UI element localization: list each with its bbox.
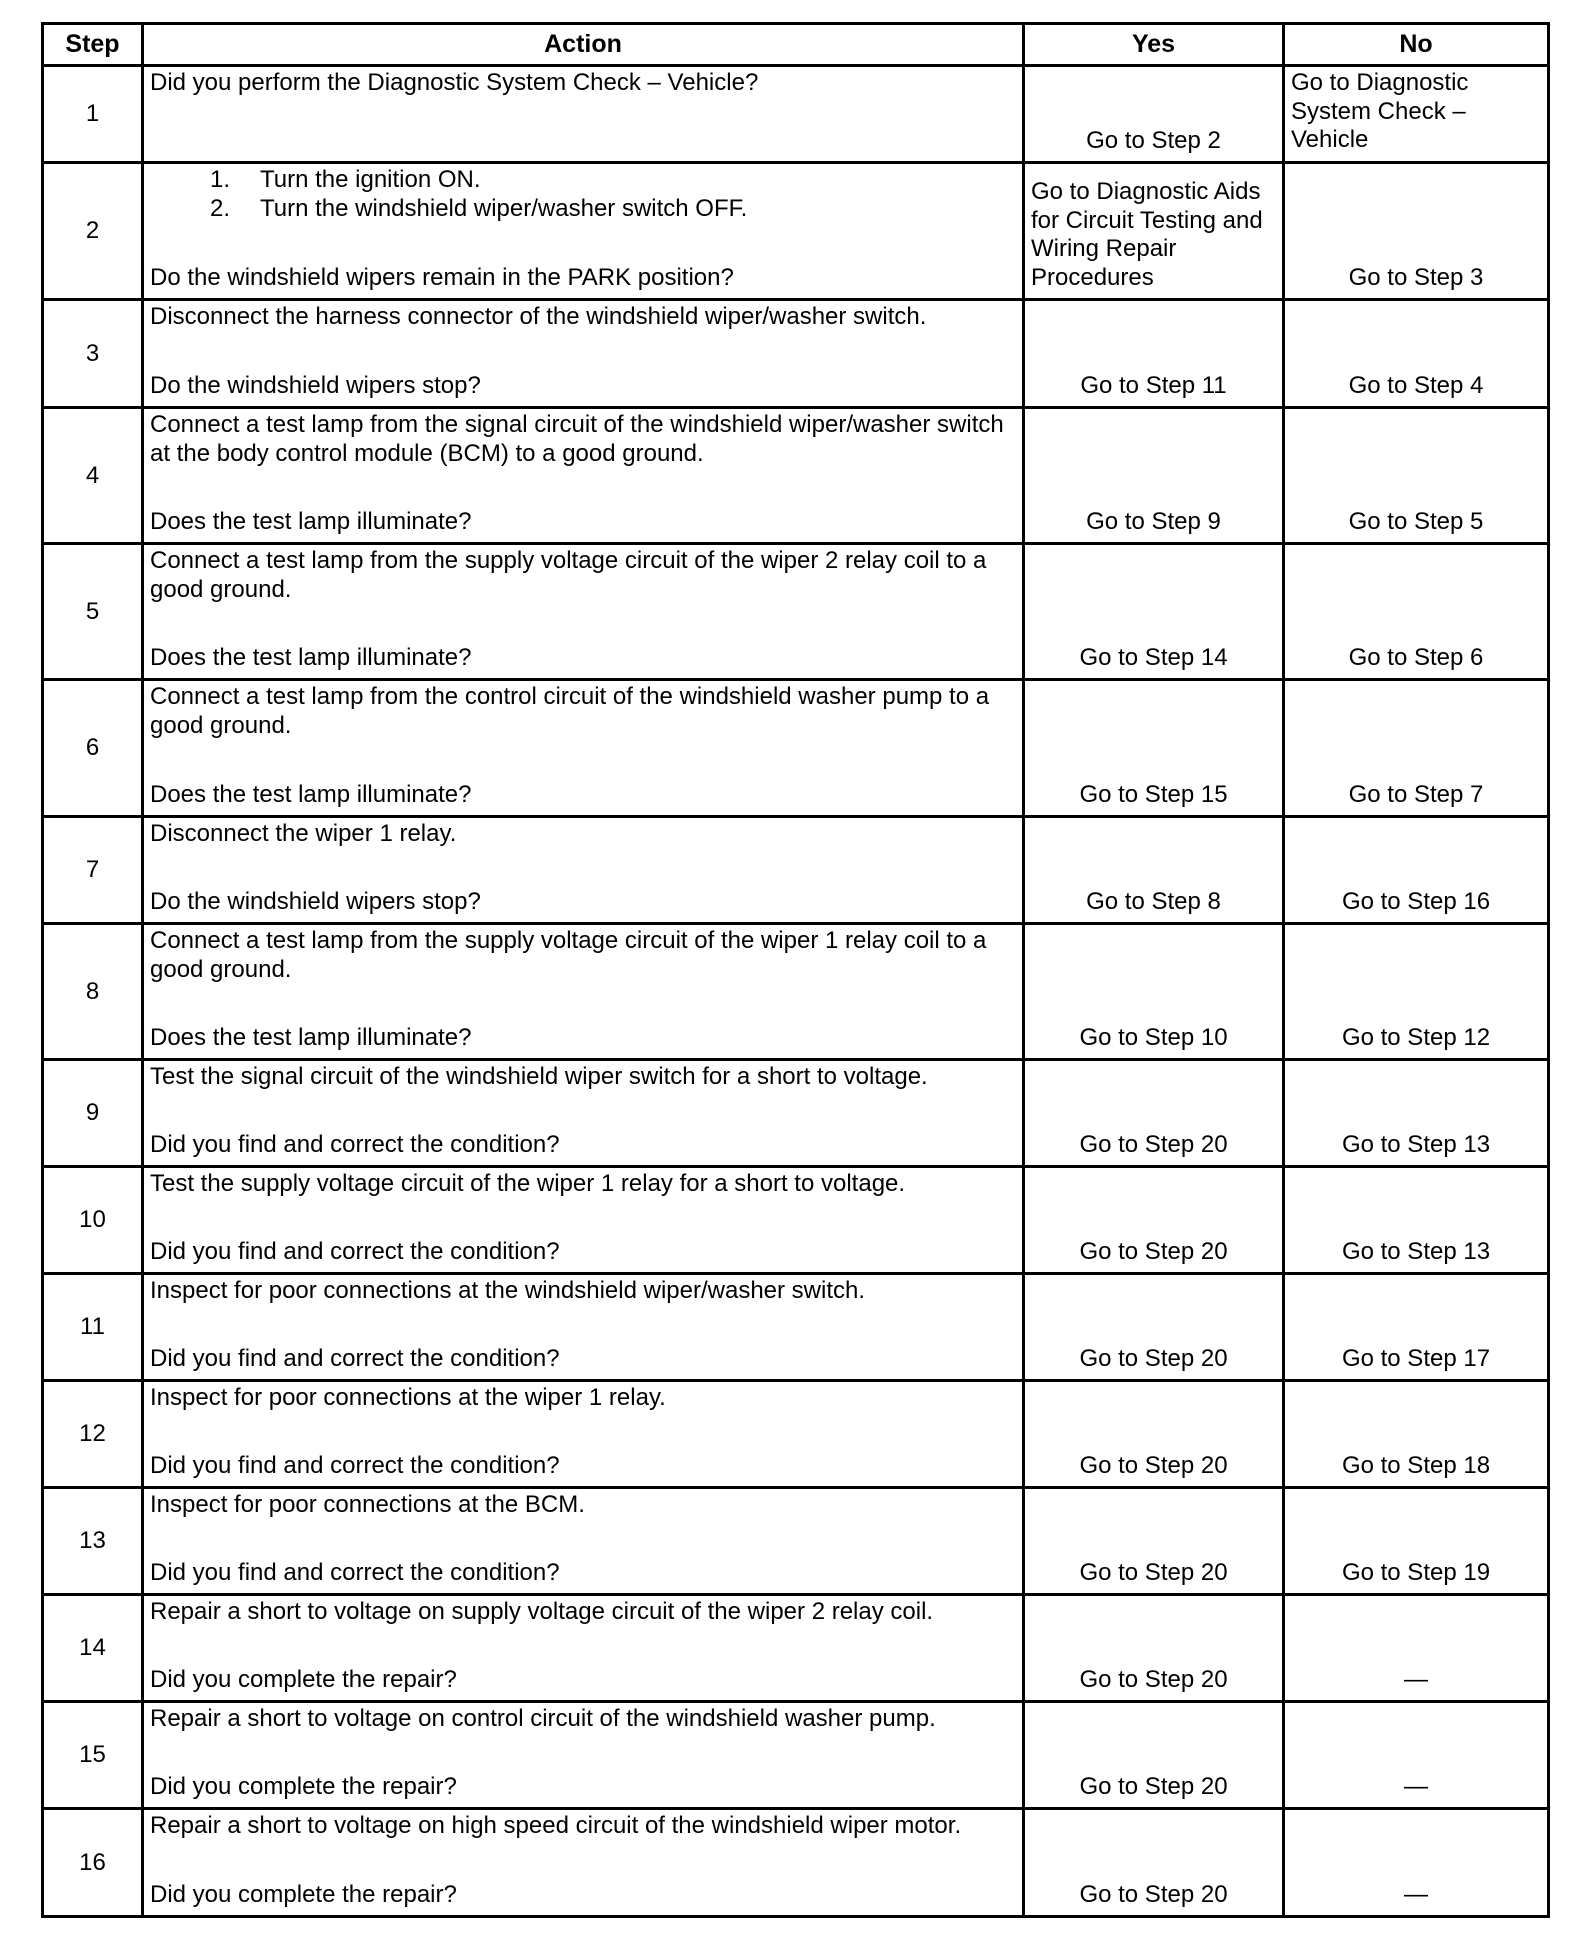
yes-cell: Go to Step 2 <box>1024 66 1284 163</box>
action-cell <box>143 924 1024 1060</box>
header-no: No <box>1284 24 1549 66</box>
table-row <box>43 680 1549 817</box>
yes-cell: Go to Step 20 <box>1024 1809 1284 1917</box>
action-question: Did you complete the repair? <box>150 1772 457 1800</box>
yes-cell: Go to Diagnostic Aids for Circuit Testing and Wiring Repair Procedures <box>1024 163 1284 300</box>
table-row <box>43 817 1549 924</box>
action-question: Did you complete the repair? <box>150 1665 457 1693</box>
action-text: Repair a short to voltage on high speed circuit of the windshield wiper motor. <box>150 1812 962 1839</box>
table-row <box>43 163 1549 300</box>
action-cell <box>143 1488 1024 1595</box>
action-question: Did you find and correct the condition? <box>150 1237 560 1265</box>
no-cell: Go to Step 5 <box>1284 408 1549 544</box>
step-number: 13 <box>43 1488 143 1595</box>
diagnostic-table <box>41 22 1550 1918</box>
table-row <box>43 1060 1549 1167</box>
table-row <box>43 1488 1549 1595</box>
no-cell: — <box>1284 1595 1549 1702</box>
no-cell: Go to Step 16 <box>1284 817 1549 924</box>
action-text: Connect a test lamp from the signal circuit of the windshield wiper/washer switch at the body control module (BCM) to a good ground. <box>150 411 1004 467</box>
action-question: Do the windshield wipers stop? <box>150 371 481 399</box>
no-cell: Go to Step 13 <box>1284 1167 1549 1274</box>
action-text: Connect a test lamp from the supply voltage circuit of the wiper 1 relay coil to a good ground. <box>150 927 987 983</box>
header-yes: Yes <box>1024 24 1284 66</box>
table-row <box>43 408 1549 544</box>
action-cell <box>143 1809 1024 1917</box>
action-text: Repair a short to voltage on control circuit of the windshield washer pump. <box>150 1705 936 1732</box>
yes-cell: Go to Step 20 <box>1024 1167 1284 1274</box>
action-cell <box>143 680 1024 817</box>
action-cell <box>143 408 1024 544</box>
action-cell <box>143 1381 1024 1488</box>
table-row <box>43 1702 1549 1809</box>
header-row <box>43 24 1549 66</box>
no-cell: Go to Step 13 <box>1284 1060 1549 1167</box>
table-row <box>43 924 1549 1060</box>
action-question: Did you find and correct the condition? <box>150 1344 560 1372</box>
table-row <box>43 66 1549 163</box>
action-text: Test the supply voltage circuit of the wiper 1 relay for a short to voltage. <box>150 1170 906 1197</box>
no-cell: Go to Step 4 <box>1284 300 1549 408</box>
table-row <box>43 300 1549 408</box>
table-row <box>43 1167 1549 1274</box>
action-text: Inspect for poor connections at the wiper 1 relay. <box>150 1384 666 1411</box>
yes-cell: Go to Step 10 <box>1024 924 1284 1060</box>
step-number: 1 <box>43 66 143 163</box>
action-question: Does the test lamp illuminate? <box>150 643 472 671</box>
action-question: Does the test lamp illuminate? <box>150 780 472 808</box>
step-number: 14 <box>43 1595 143 1702</box>
action-question: Does the test lamp illuminate? <box>150 1023 472 1051</box>
table-row <box>43 1809 1549 1917</box>
step-number: 15 <box>43 1702 143 1809</box>
no-cell: Go to Step 17 <box>1284 1274 1549 1381</box>
table-row <box>43 1274 1549 1381</box>
action-cell <box>143 1702 1024 1809</box>
table-row <box>43 1595 1549 1702</box>
step-number: 4 <box>43 408 143 544</box>
step-number: 8 <box>43 924 143 1060</box>
action-cell <box>143 544 1024 680</box>
action-question: Did you perform the Diagnostic System Check – Vehicle? <box>150 69 759 96</box>
action-text: Repair a short to voltage on supply voltage circuit of the wiper 2 relay coil. <box>150 1598 934 1625</box>
step-number: 2 <box>43 163 143 300</box>
action-text: Disconnect the wiper 1 relay. <box>150 820 457 847</box>
step-number: 6 <box>43 680 143 817</box>
action-text: Disconnect the harness connector of the windshield wiper/washer switch. <box>150 303 927 330</box>
action-question: Did you find and correct the condition? <box>150 1451 560 1479</box>
action-cell <box>143 300 1024 408</box>
action-cell <box>143 1595 1024 1702</box>
header-step: Step <box>43 24 143 66</box>
yes-cell: Go to Step 20 <box>1024 1060 1284 1167</box>
action-cell <box>143 1060 1024 1167</box>
no-cell: Go to Diagnostic System Check – Vehicle <box>1284 66 1549 163</box>
no-cell: Go to Step 3 <box>1284 163 1549 300</box>
step-number: 3 <box>43 300 143 408</box>
action-question: Does the test lamp illuminate? <box>150 507 472 535</box>
action-text: Test the signal circuit of the windshield wiper switch for a short to voltage. <box>150 1063 928 1090</box>
action-question: Do the windshield wipers remain in the PARK position? <box>150 263 734 291</box>
yes-cell: Go to Step 9 <box>1024 408 1284 544</box>
no-cell: Go to Step 7 <box>1284 680 1549 817</box>
action-question: Did you complete the repair? <box>150 1880 457 1908</box>
action-cell <box>143 817 1024 924</box>
no-cell: — <box>1284 1809 1549 1917</box>
yes-cell: Go to Step 15 <box>1024 680 1284 817</box>
yes-cell: Go to Step 14 <box>1024 544 1284 680</box>
action-text: Connect a test lamp from the control circuit of the windshield washer pump to a good ground. <box>150 683 990 739</box>
action-text: Inspect for poor connections at the BCM. <box>150 1491 585 1518</box>
no-cell: Go to Step 6 <box>1284 544 1549 680</box>
step-number: 11 <box>43 1274 143 1381</box>
no-cell: Go to Step 12 <box>1284 924 1549 1060</box>
substep-item: 2. Turn the windshield wiper/washer switch OFF. <box>210 194 748 222</box>
step-number: 5 <box>43 544 143 680</box>
step-number: 9 <box>43 1060 143 1167</box>
table-row <box>43 544 1549 680</box>
no-cell: Go to Step 19 <box>1284 1488 1549 1595</box>
yes-cell: Go to Step 20 <box>1024 1595 1284 1702</box>
action-question: Do the windshield wipers stop? <box>150 887 481 915</box>
header-action: Action <box>143 24 1024 66</box>
action-cell <box>143 1167 1024 1274</box>
yes-cell: Go to Step 11 <box>1024 300 1284 408</box>
no-cell: — <box>1284 1702 1549 1809</box>
yes-cell: Go to Step 20 <box>1024 1488 1284 1595</box>
table-row <box>43 1381 1549 1488</box>
action-question: Did you find and correct the condition? <box>150 1130 560 1158</box>
action-cell <box>143 1274 1024 1381</box>
yes-cell: Go to Step 20 <box>1024 1702 1284 1809</box>
step-number: 16 <box>43 1809 143 1917</box>
yes-cell: Go to Step 8 <box>1024 817 1284 924</box>
action-cell <box>143 66 1024 163</box>
no-cell: Go to Step 18 <box>1284 1381 1549 1488</box>
action-text: Connect a test lamp from the supply voltage circuit of the wiper 2 relay coil to a good ground. <box>150 547 987 603</box>
step-number: 10 <box>43 1167 143 1274</box>
action-text: Inspect for poor connections at the windshield wiper/washer switch. <box>150 1277 866 1304</box>
yes-cell: Go to Step 20 <box>1024 1381 1284 1488</box>
step-number: 12 <box>43 1381 143 1488</box>
action-cell <box>143 163 1024 300</box>
yes-cell: Go to Step 20 <box>1024 1274 1284 1381</box>
step-number: 7 <box>43 817 143 924</box>
substep-item: 1. Turn the ignition ON. <box>210 166 481 193</box>
action-question: Did you find and correct the condition? <box>150 1558 560 1586</box>
substep-list <box>150 166 1016 223</box>
